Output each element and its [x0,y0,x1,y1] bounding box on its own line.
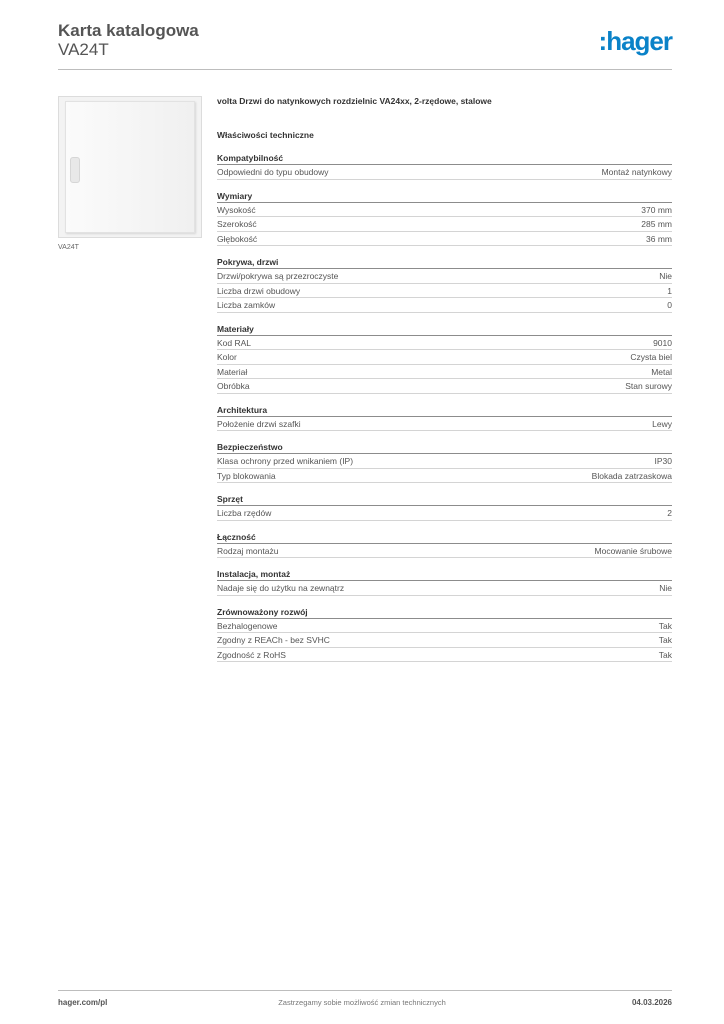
spec-row [217,298,672,313]
spec-group-title: Kompatybilność [217,152,672,165]
spec-row [217,350,672,365]
document-header [58,20,672,68]
spec-row [217,284,672,299]
spec-row [217,379,672,394]
spec-group [217,441,672,483]
spec-row [217,232,672,247]
spec-label: Klasa ochrony przed wnikaniem (IP) [217,456,354,466]
footer-website: hager.com/pl [58,998,108,1007]
product-description: volta Drzwi do natynkowych rozdzielnic VA24xx, 2-rzędowe, stalowe [217,96,492,106]
spec-value: Nie [659,271,672,281]
spec-group-title: Pokrywa, drzwi [217,256,672,269]
spec-value: 370 mm [641,204,672,215]
spec-row [217,581,672,596]
spec-row [217,469,672,484]
spec-label: Liczba rzędów [217,508,272,518]
spec-label: Materiał [217,366,248,377]
spec-row [217,203,672,218]
spec-group-title: Architektura [217,404,672,417]
spec-value: 9010 [653,337,672,348]
spec-row [217,454,672,469]
spec-label: Wysokość [217,204,256,215]
spec-label: Położenie drzwi szafki [217,418,301,429]
spec-label: Szerokość [217,219,257,229]
spec-value: Tak [658,635,672,645]
hager-logo: :hager [598,26,672,56]
spec-row [217,544,672,559]
spec-label: Kod RAL [217,337,252,348]
spec-row [217,417,672,432]
spec-label: Kolor [217,352,237,362]
footer-divider [58,990,672,991]
spec-label: Liczba drzwi obudowy [217,285,301,296]
spec-label: Zgodny z REACh - bez SVHC [217,635,330,645]
document-type-title: Karta katalogowa [58,21,199,40]
spec-value: 36 mm [646,233,672,244]
spec-group [217,493,672,521]
spec-value: Tak [658,620,672,631]
spec-group [217,256,672,313]
spec-value: Mocowanie śrubowe [594,545,672,556]
spec-value: 2 [667,508,672,518]
spec-value: Tak [658,649,672,660]
spec-value: Lewy [652,418,672,429]
spec-label: Liczba zamków [217,300,276,310]
spec-label: Typ blokowania [217,470,276,481]
spec-value: 0 [667,300,672,310]
spec-label: Obróbka [217,381,250,391]
spec-group [217,568,672,596]
spec-value: Stan surowy [625,381,672,391]
spec-label: Odpowiedni do typu obudowy [217,167,329,177]
spec-group [217,531,672,559]
spec-group [217,190,672,247]
door-panel-illustration [65,101,195,233]
spec-value: Blokada zatrzaskowa [591,470,672,481]
product-code-title: VA24T [58,40,109,59]
product-image [58,96,202,238]
specification-area [217,96,672,662]
spec-group-title: Bezpieczeństwo [217,441,672,454]
footer-disclaimer: Zastrzegamy sobie możliwość zmian technicznych [278,998,446,1007]
spec-label: Głębokość [217,233,258,244]
spec-group-title: Wymiary [217,190,672,203]
spec-group-title: Instalacja, montaż [217,568,672,581]
header-divider [58,69,672,70]
spec-value: 285 mm [641,219,672,229]
spec-value: Czysta biel [630,352,672,362]
spec-row [217,365,672,380]
spec-row [217,633,672,648]
spec-group-title: Łączność [217,531,672,544]
spec-label: Drzwi/pokrywa są przezroczyste [217,271,339,281]
spec-value: 1 [667,285,672,296]
spec-row [217,619,672,634]
footer-date: 04.03.2026 [631,998,672,1007]
spec-group [217,606,672,663]
spec-row [217,165,672,180]
spec-group-title: Zrównoważony rozwój [217,606,672,619]
spec-value: IP30 [654,456,672,466]
spec-groups [217,152,672,662]
spec-label: Zgodność z RoHS [217,649,286,660]
technical-properties-heading: Właściwości techniczne [217,130,314,140]
spec-group-title: Sprzęt [217,493,672,506]
product-image-caption: VA24T [58,244,79,251]
spec-group [217,323,672,394]
spec-row [217,506,672,521]
spec-value: Metal [651,366,672,377]
spec-label: Nadaje się do użytku na zewnątrz [217,583,345,593]
spec-group [217,152,672,180]
door-handle-icon [70,157,80,183]
spec-row [217,648,672,663]
spec-group-title: Materiały [217,323,672,336]
spec-value: Nie [659,583,672,593]
spec-row [217,336,672,351]
spec-label: Bezhalogenowe [217,620,278,631]
spec-value: Montaż natynkowy [601,167,672,177]
spec-label: Rodzaj montażu [217,545,279,556]
spec-row [217,217,672,232]
spec-group [217,404,672,432]
spec-row [217,269,672,284]
